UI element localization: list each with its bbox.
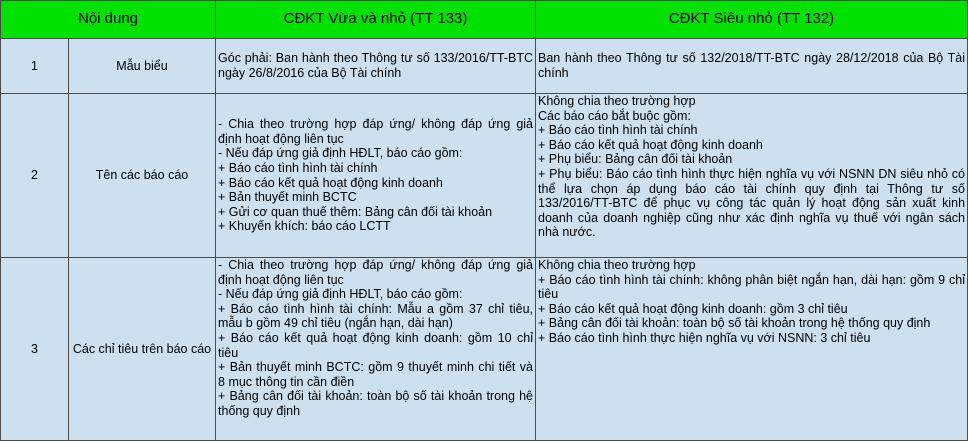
cell-line: - Nếu đáp ứng giả định HĐLT, báo cáo gồm: (218, 146, 463, 161)
cell-line: + Báo cáo kết quả hoạt động kinh doanh (218, 175, 443, 190)
cell-line: Không chia theo trường hợp (538, 94, 696, 108)
row-number: 2 (1, 94, 69, 258)
tt133-cell: Góc phải: Ban hành theo Thông tư số 133/2016/TT-BTC ngày 26/8/2016 của Bộ Tài chính (216, 39, 536, 94)
row-number: 1 (1, 39, 69, 94)
table-header (1, 1, 968, 39)
cell-line: - Chia theo trường hợp đáp ứng/ không đáp ứng giả định hoạt động liên tục (218, 258, 534, 287)
table-row (1, 94, 968, 258)
cell-line: + Báo cáo tình hình tài chính (218, 160, 378, 175)
cell-line: - Chia theo trường hợp đáp ứng/ không đáp ứng giả định hoạt động liên tục (218, 117, 534, 146)
row-topic: Mẫu biểu (69, 39, 216, 94)
cell-line: + Báo cáo kết quả hoạt động kinh doanh (538, 137, 763, 152)
cell-line: + Báo cáo tình hình thực hiện nghĩa vụ với NSNN: 3 chỉ tiêu (538, 330, 871, 345)
row-topic: Tên các báo cáo (69, 94, 216, 258)
cell-line: + Báo cáo tình hình tài chính: không phân biệt ngắn hạn, dài hạn: gồm 9 chỉ tiêu (538, 272, 966, 302)
tt133-cell (216, 258, 536, 441)
cell-line: + Bảng cân đối tài khoản: toàn bộ số tài khoản trong hệ thống quy định (218, 389, 534, 418)
header-tt132: CĐKT Siêu nhỏ (TT 132) (536, 1, 968, 39)
table-row (1, 258, 968, 441)
header-tt133: CĐKT Vừa và nhỏ (TT 133) (216, 1, 536, 39)
cell-line: - Nếu đáp ứng giả định HĐLT, báo cáo gồm: (218, 287, 463, 302)
cell-line: Không chia theo trường hợp (538, 258, 696, 272)
cell-line: + Báo cáo tình hình tài chính: Mẫu a gồm 37 chỉ tiêu, mẫu b gồm 49 chỉ tiêu (ngắn hạn, dài hạn) (218, 301, 534, 331)
cell-line: + Phụ biểu: Bảng cân đối tài khoản (538, 152, 733, 167)
header-content: Nội dung (1, 1, 216, 39)
tt132-cell: Ban hành theo Thông tư số 132/2018/TT-BTC ngày 28/12/2018 của Bộ Tài chính (536, 39, 968, 94)
cell-line: + Báo cáo kết quả hoạt động kinh doanh: gồm 10 chỉ tiêu (218, 330, 534, 360)
cell-line: Các báo cáo bắt buộc gồm: (538, 108, 691, 123)
cell-line: + Bản thuyết minh BCTC: gồm 9 thuyết minh chi tiết và 8 mục thông tin cần điền (218, 360, 534, 389)
cell-line: + Báo cáo kết quả hoạt động kinh doanh: gồm 3 chỉ tiêu (538, 301, 848, 316)
cell-line: + Báo cáo tình hình tài chính (538, 123, 698, 138)
tt133-cell (216, 94, 536, 258)
table-row (1, 39, 968, 94)
row-topic: Các chỉ tiêu trên báo cáo (69, 258, 216, 441)
cell-line: + Bảng cân đối tài khoản: toàn bộ số tài khoản trong hệ thống quy định (538, 316, 931, 331)
row-number: 3 (1, 258, 69, 441)
tt132-cell (536, 94, 968, 258)
cell-line: + Khuyến khích: báo cáo LCTT (218, 219, 391, 234)
tt132-cell (536, 258, 968, 441)
cell-line: + Gửi cơ quan thuế thêm: Bảng cân đối tài khoản (218, 204, 493, 219)
cell-line: + Bản thuyết minh BCTC (218, 190, 357, 205)
cell-line: + Phụ biểu: Báo cáo tình hình thực hiện nghĩa vụ với NSNN DN siêu nhỏ có thể lựa chọn áp dụng báo cáo tài chính quy định tại Thông tư số 133/2016/TT-BTC để phục vụ công tác quản lý hoạt động sản xuất kinh doanh của doanh nghiệp cũng như xác định nghĩa vụ thuế với ngân sách nhà nước. (538, 166, 966, 240)
table-body (1, 39, 968, 441)
header-row (1, 1, 968, 39)
